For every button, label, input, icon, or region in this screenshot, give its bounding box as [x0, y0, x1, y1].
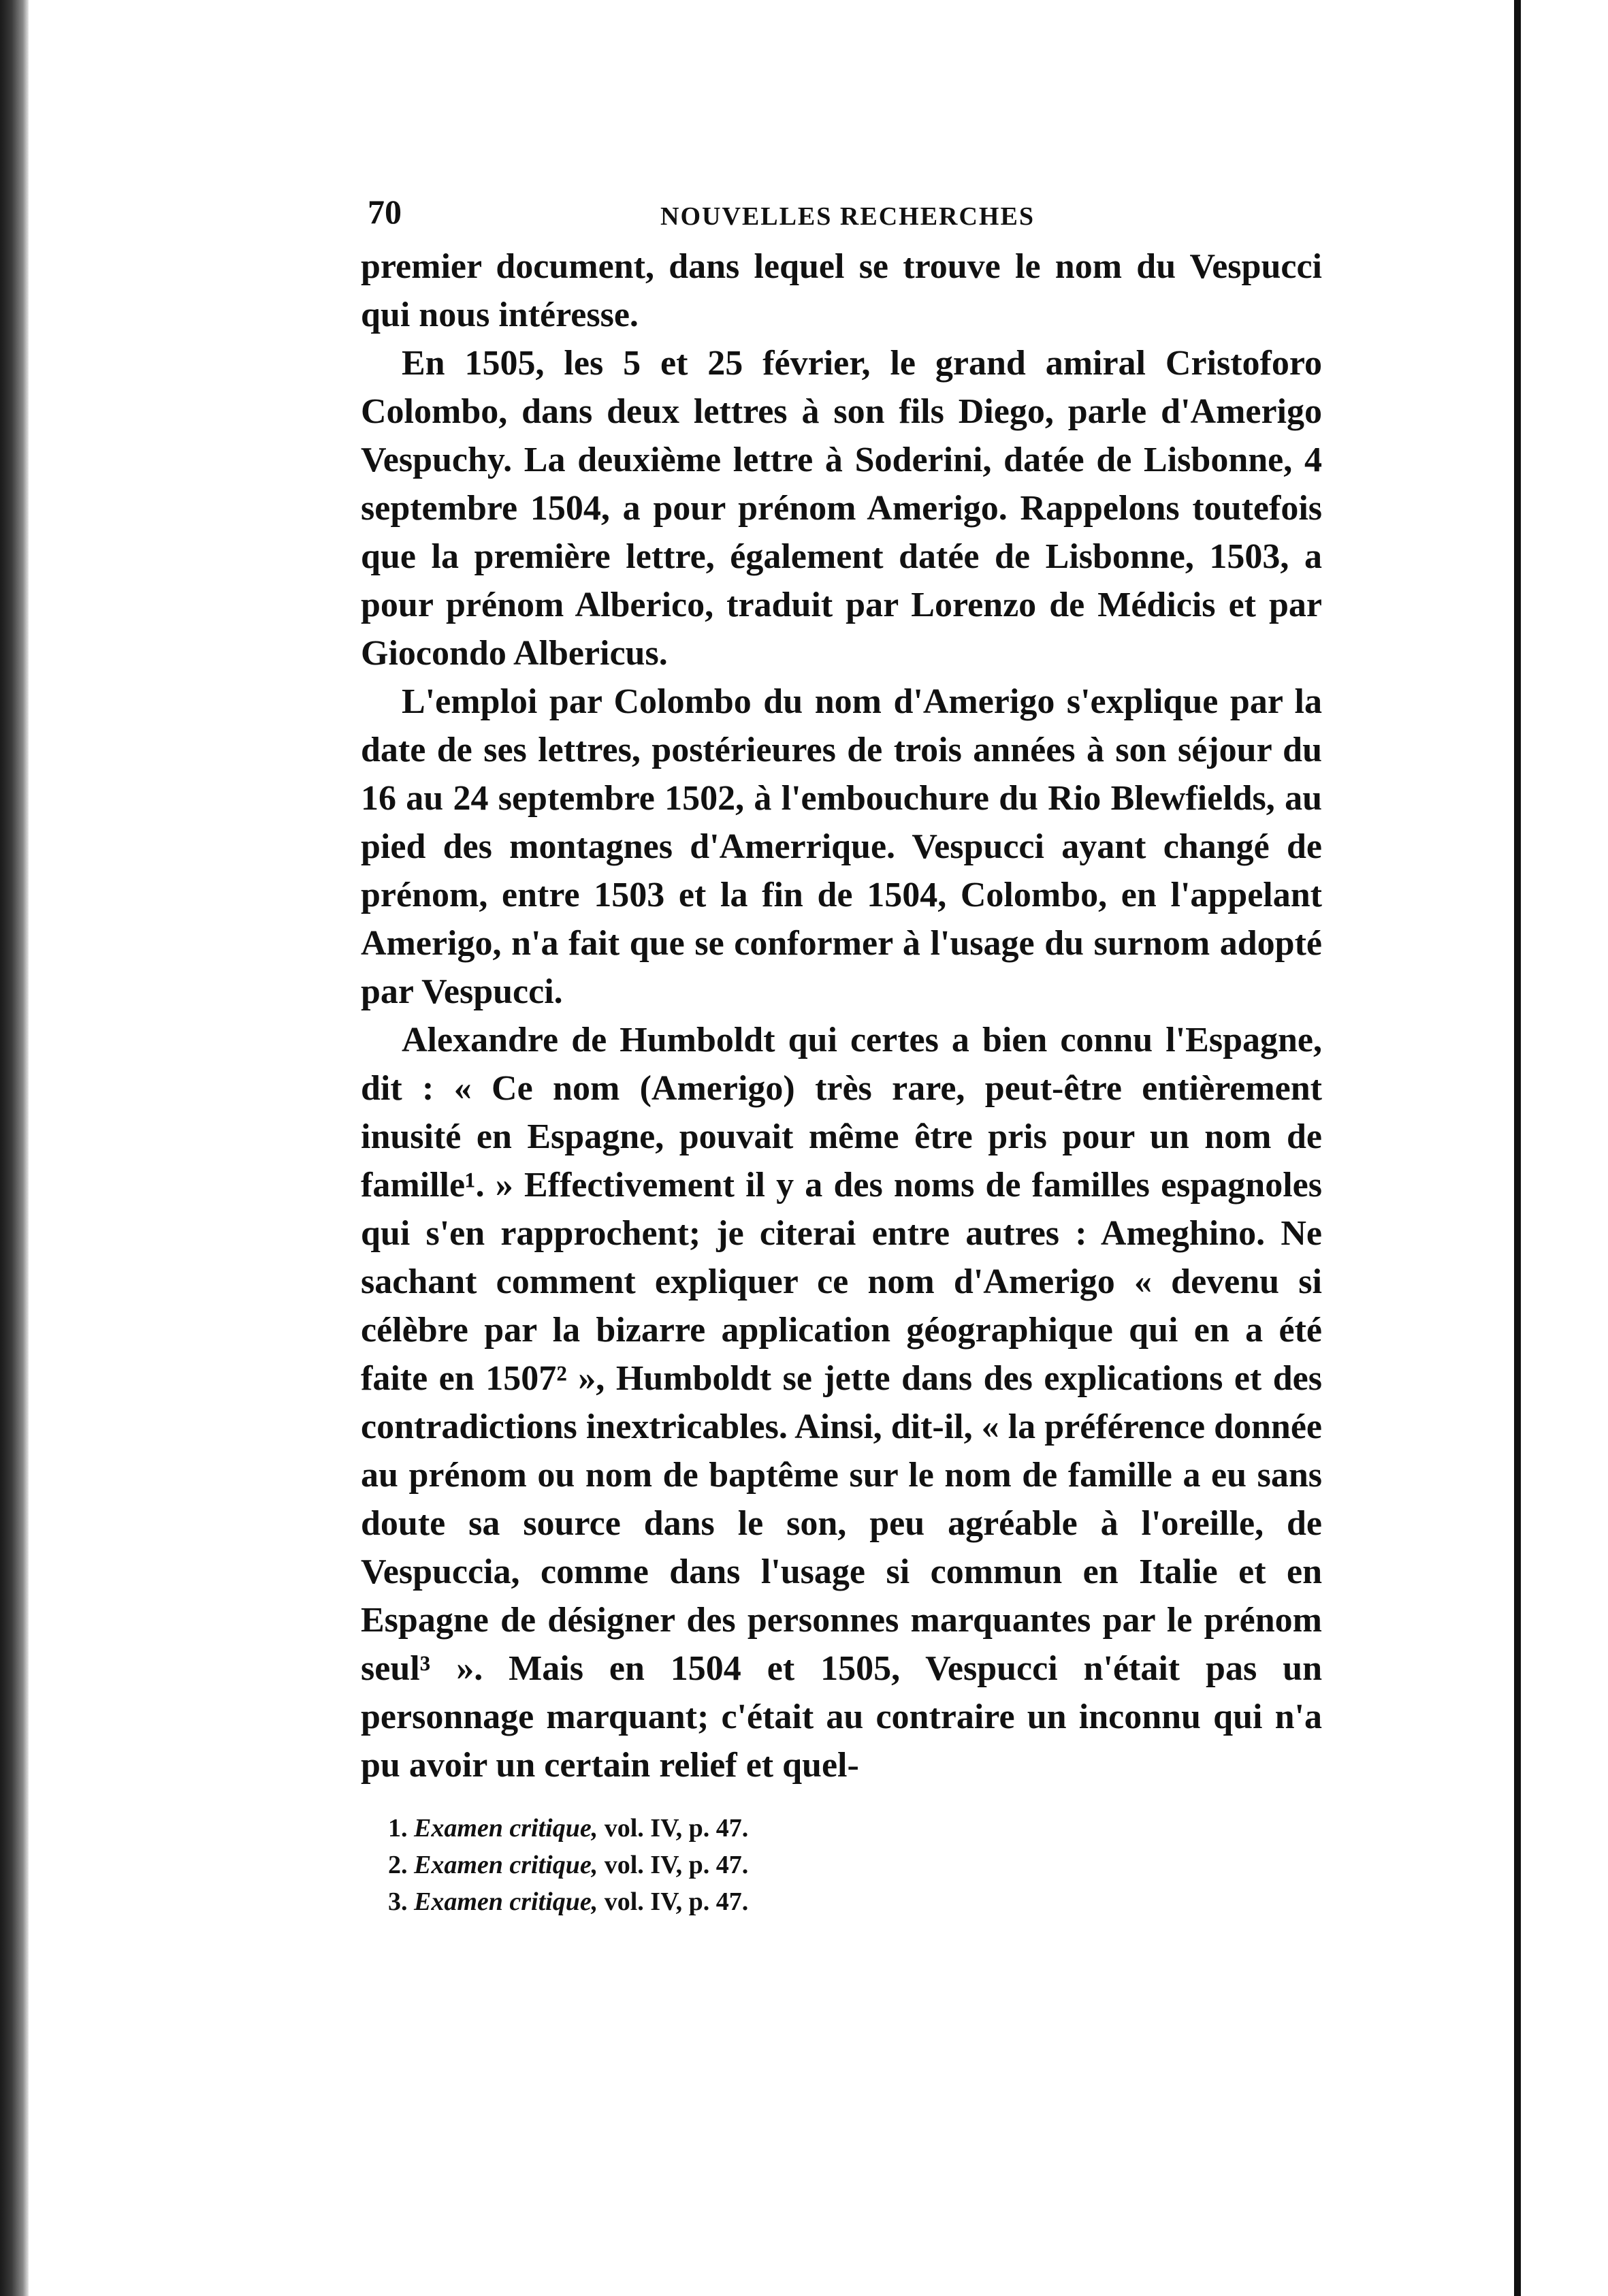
footnote-title: Examen critique,: [414, 1851, 598, 1879]
paragraph: En 1505, les 5 et 25 février, le grand amiral Cristoforo Colombo, dans deux lettres à son fils Diego, parle d'Amerigo Vespuchy. La deuxième lettre à Soderini, datée de Lisbonne, 4 septembre 1504, a pour prénom Amerigo. Rappelons toutefois que la première lettre, également datée de Lisbonne, 1503, a pour prénom Alberico, traduit par Lorenzo de Médicis et par Giocondo Albericus.: [361, 344, 1322, 673]
footnotes: [361, 1810, 1322, 1920]
footnote: [388, 1883, 1322, 1920]
footnote-number: 1.: [388, 1814, 408, 1843]
paragraph: L'emploi par Colombo du nom d'Amerigo s'explique par la date de ses lettres, postérieures de trois années à son séjour du 16 au 24 septembre 1502, à l'embouchure du Rio Blewfields, au pied des montagnes d'Amerrique. Vespucci ayant changé de prénom, entre 1503 et la fin de 1504, Colombo, en l'appelant Amerigo, n'a fait que se conformer à l'usage du surnom adopté par Vespucci.: [361, 682, 1322, 1011]
footnote-ref: vol. IV, p. 47.: [604, 1851, 749, 1879]
footnote-title: Examen critique,: [414, 1814, 598, 1843]
footnote-ref: vol. IV, p. 47.: [604, 1887, 749, 1916]
book-page: [361, 188, 1322, 1920]
footnote-ref: vol. IV, p. 47.: [604, 1814, 749, 1843]
footnote: [388, 1810, 1322, 1847]
footnote: [388, 1847, 1322, 1883]
running-title: NOUVELLES RECHERCHES: [660, 202, 1035, 231]
body-text: [361, 242, 1322, 1789]
footnote-number: 2.: [388, 1851, 408, 1879]
footnote-number: 3.: [388, 1887, 408, 1916]
paragraph: premier document, dans lequel se trouve le nom du Vespucci qui nous intéresse.: [361, 247, 1322, 334]
page-right-edge: [1514, 0, 1608, 2296]
book-binding-edge: [0, 0, 29, 2296]
paragraph: Alexandre de Humboldt qui certes a bien connu l'Espagne, dit : « Ce nom (Amerigo) très rare, peut-être entièrement inusité en Espagne, pouvait même être pris pour un nom de famille¹. » Effectivement il y a des noms de familles espagnoles qui s'en rapprochent; je citerai entre autres : Ameghino. Ne sachant comment expliquer ce nom d'Amerigo « devenu si célèbre par la bizarre application géographique qui en a été faite en 1507² », Humboldt se jette dans des explications et des contradictions inextricables. Ainsi, dit-il, « la préférence donnée au prénom ou nom de baptême sur le nom de famille a eu sans doute sa source dans le son, peu agréable à l'oreille, de Vespuccia, comme dans l'usage si commun en Italie et en Espagne de désigner des personnes marquantes par le prénom seul³ ». Mais en 1504 et 1505, Vespucci n'était pas un personnage marquant; c'était au contraire un inconnu qui n'a pu avoir un certain relief et quel-: [361, 1021, 1322, 1785]
running-head: [361, 188, 1322, 242]
page-number: 70: [368, 193, 402, 231]
footnote-title: Examen critique,: [414, 1887, 598, 1916]
